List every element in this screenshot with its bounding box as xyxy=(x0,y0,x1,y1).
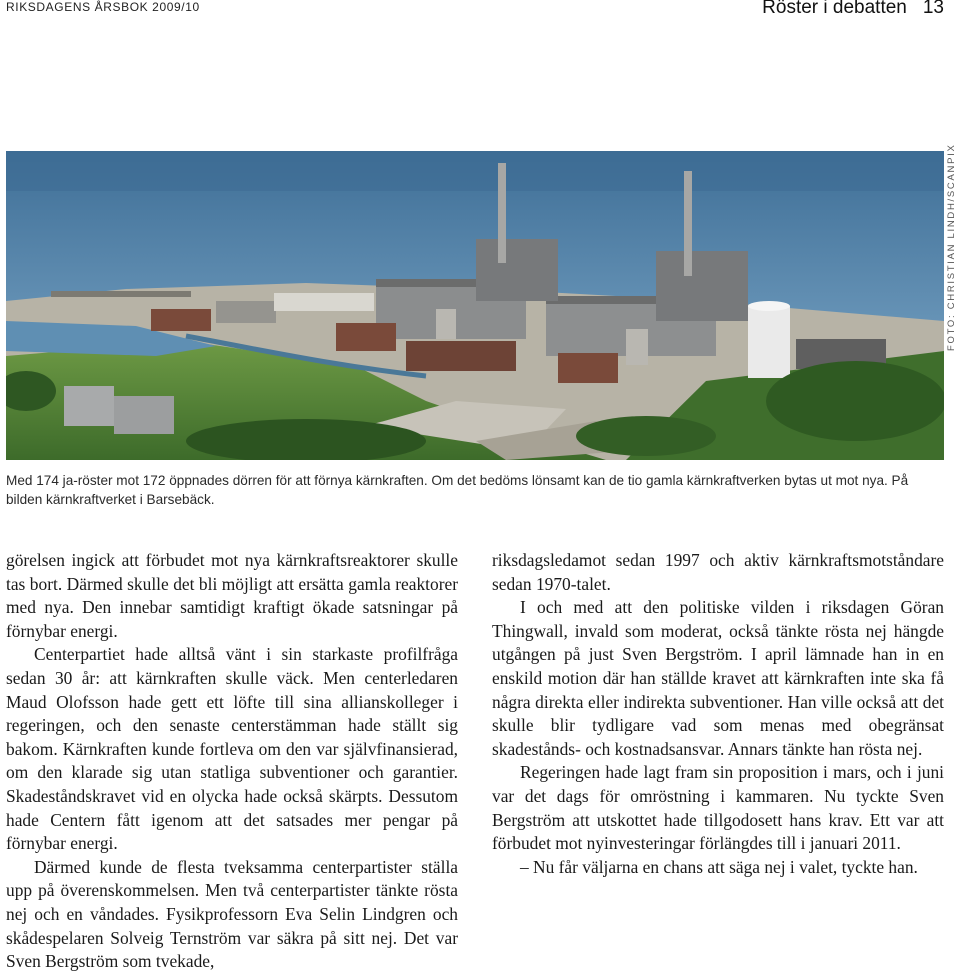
paragraph: riksdagsledamot sedan 1997 och aktiv kärnkraftsmotståndare sedan 1970-talet. xyxy=(492,550,944,594)
paragraph: Centerpartiet hade alltså vänt i sin starkaste profilfråga sedan 30 år: att kärnkraften skulle väck. Men centerledaren Maud Olofsson hade gett ett löfte till sina allianskolleger i regeringen, och den senaste centerstämman hade ställt sig bakom. Kärnkraften kunde fortleva om den var självfinansierad, om den klarade sig utan statliga subventioner och garantier. Skadeståndskravet vid en olycka hade också skärpts. Dessutom hade Centern fått igenom att det satsades mer pengar på förnybar energi. xyxy=(6,644,458,854)
nuclear-power-plant-illustration xyxy=(6,151,944,460)
body-column-left xyxy=(6,549,458,974)
publication-title: RIKSDAGENS ÅRSBOK 2009/10 xyxy=(6,0,200,14)
section-title: Röster i debatten xyxy=(762,0,907,18)
paragraph: I och med att den politiske vilden i riksdagen Göran Thingwall, invald som moderat, också tänkte rösta nej hängde utgången på just Sven Bergström. I april lämnade han in en enskild motion där han ställde kravet att kärnkraften inte ska få några direkta eller indirekta subventioner. Han ville också att det skulle blir tydligare vad som menas med obegränsat skadestånds- och kostnadsansvar. Annars tänkte han rösta nej. xyxy=(492,597,944,759)
page-number: 13 xyxy=(922,0,944,18)
paragraph: Regeringen hade lagt fram sin proposition i mars, och i juni var det dags för omröstning i kammaren. Nu tyckte Sven Bergström att utskottet hade tillgodosett hans krav. Ett var att förbudet mot nyinvesteringar förlängdes till i januari 2011. xyxy=(492,762,944,854)
body-column-right xyxy=(492,549,944,879)
nuclear-plant-photo xyxy=(6,151,944,460)
paragraph: – Nu får väljarna en chans att säga nej i valet, tyckte han. xyxy=(520,856,918,877)
photo-credit: FOTO: CHRISTIAN LINDH/SCANPIX xyxy=(946,143,957,351)
paragraph: görelsen ingick att förbudet mot nya kärnkraftsreaktorer skulle tas bort. Därmed skulle det bli möjligt att ersätta gamla reaktorer med nya. Den innebar samtidigt kraftigt ökade satsningar på förnybar energi. xyxy=(6,550,458,641)
running-header xyxy=(762,0,944,19)
photo-caption: Med 174 ja-röster mot 172 öppnades dörren för att förnya kärnkraften. Om det bedöms lönsamt kan de tio gamla kärnkraftverken bytas ut mot nya. På bilden kärnkraftverket i Barsebäck. xyxy=(6,473,909,507)
paragraph: Därmed kunde de flesta tveksamma centerpartister ställa upp på överenskommelsen. Men två centerpartister tänkte rösta nej och en våndades. Fysikprofessorn Eva Selin Lindgren och skådespelaren Solveig Ternström var säkra på sitt nej. Det var Sven Bergström som tvekade, xyxy=(6,856,458,972)
